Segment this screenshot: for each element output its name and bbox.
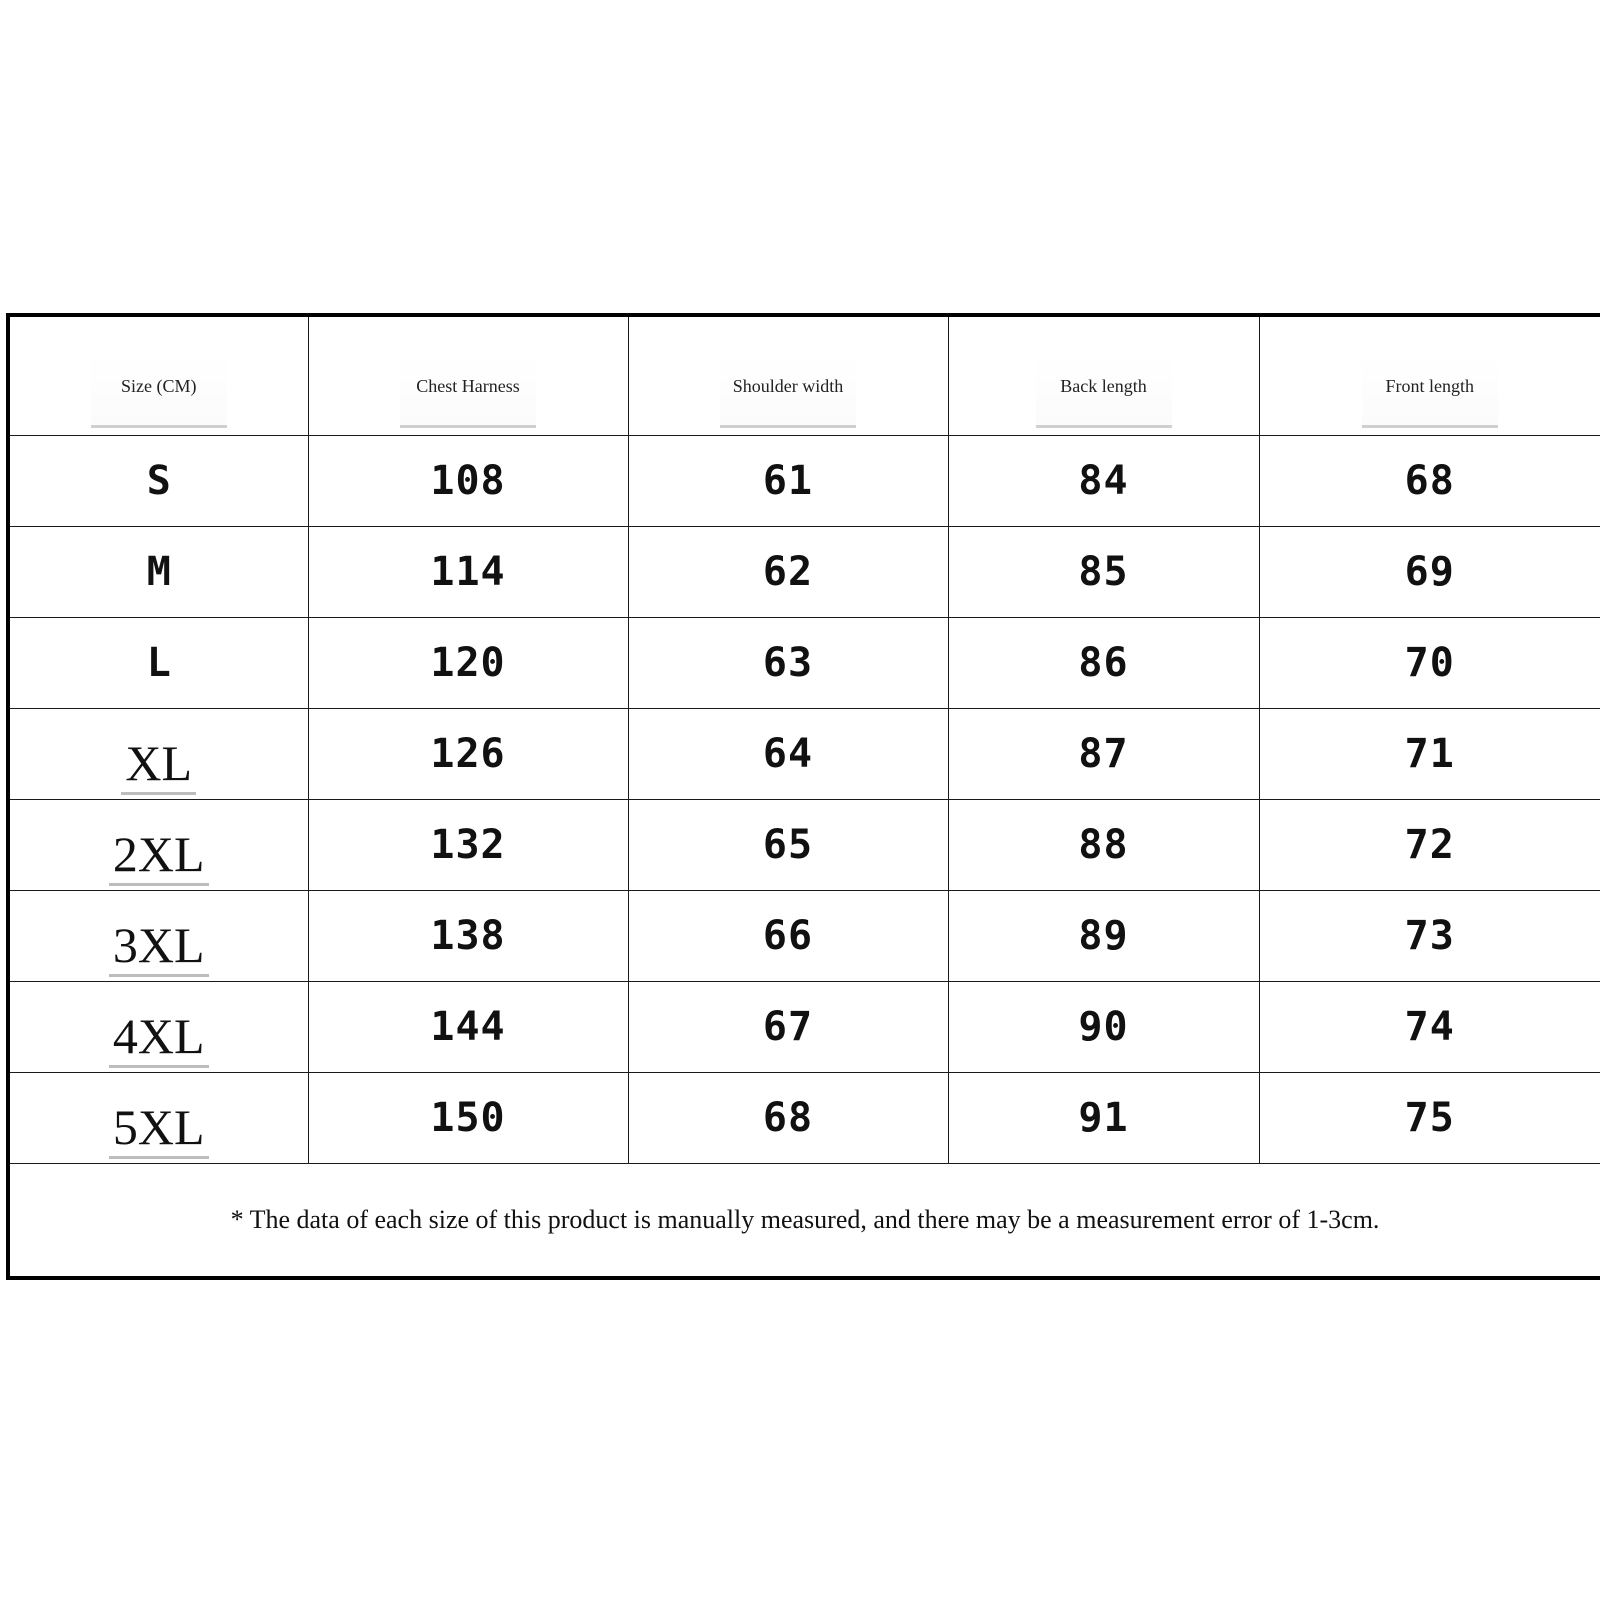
- back-cell: 88: [948, 800, 1259, 891]
- size-cell: [8, 982, 308, 1073]
- chest-cell: 108: [308, 436, 628, 527]
- table-row: [8, 982, 1600, 1073]
- table-row: [8, 1073, 1600, 1164]
- chest-cell: 114: [308, 527, 628, 618]
- header-back-length-label: Back length: [1036, 352, 1172, 428]
- table-row: [8, 618, 1600, 709]
- size-cell: [8, 709, 308, 800]
- size-label: 5XL: [109, 1102, 209, 1159]
- header-chest-harness-label: Chest Harness: [400, 352, 536, 428]
- front-cell: 70: [1259, 618, 1600, 709]
- front-cell: 74: [1259, 982, 1600, 1073]
- front-cell: 75: [1259, 1073, 1600, 1164]
- chest-cell: 120: [308, 618, 628, 709]
- shoulder-cell: 68: [628, 1073, 948, 1164]
- table-row: [8, 709, 1600, 800]
- back-cell: 85: [948, 527, 1259, 618]
- shoulder-cell: 62: [628, 527, 948, 618]
- back-cell: 90: [948, 982, 1259, 1073]
- table-row: [8, 891, 1600, 982]
- size-cell: [8, 891, 308, 982]
- back-cell: 89: [948, 891, 1259, 982]
- chest-cell: 132: [308, 800, 628, 891]
- size-cell: [8, 800, 308, 891]
- shoulder-cell: 63: [628, 618, 948, 709]
- chest-cell: 144: [308, 982, 628, 1073]
- measurement-note: * The data of each size of this product is manually measured, and there may be a measurement error of 1-3cm.: [8, 1164, 1600, 1279]
- size-label: XL: [121, 738, 196, 795]
- size-label: 4XL: [109, 1011, 209, 1068]
- note-row: [8, 1164, 1600, 1279]
- table-row: [8, 436, 1600, 527]
- header-size-label: Size (CM): [91, 352, 227, 428]
- front-cell: 71: [1259, 709, 1600, 800]
- chest-cell: 138: [308, 891, 628, 982]
- header-back-length: [948, 315, 1259, 436]
- table-row: [8, 800, 1600, 891]
- header-chest-harness: [308, 315, 628, 436]
- chest-cell: 126: [308, 709, 628, 800]
- size-cell: M: [8, 527, 308, 618]
- back-cell: 84: [948, 436, 1259, 527]
- size-cell: [8, 1073, 308, 1164]
- front-cell: 68: [1259, 436, 1600, 527]
- back-cell: 86: [948, 618, 1259, 709]
- header-front-length-label: Front length: [1362, 352, 1498, 428]
- size-label: 3XL: [109, 920, 209, 977]
- back-cell: 91: [948, 1073, 1259, 1164]
- size-label: 2XL: [109, 829, 209, 886]
- size-chart-table: [6, 313, 1600, 1280]
- shoulder-cell: 61: [628, 436, 948, 527]
- shoulder-cell: 64: [628, 709, 948, 800]
- front-cell: 72: [1259, 800, 1600, 891]
- header-size: [8, 315, 308, 436]
- header-shoulder-width-label: Shoulder width: [720, 352, 856, 428]
- size-cell: L: [8, 618, 308, 709]
- front-cell: 69: [1259, 527, 1600, 618]
- size-cell: S: [8, 436, 308, 527]
- header-shoulder-width: [628, 315, 948, 436]
- back-cell: 87: [948, 709, 1259, 800]
- shoulder-cell: 67: [628, 982, 948, 1073]
- header-row: [8, 315, 1600, 436]
- table-row: [8, 527, 1600, 618]
- header-front-length: [1259, 315, 1600, 436]
- shoulder-cell: 65: [628, 800, 948, 891]
- front-cell: 73: [1259, 891, 1600, 982]
- shoulder-cell: 66: [628, 891, 948, 982]
- chest-cell: 150: [308, 1073, 628, 1164]
